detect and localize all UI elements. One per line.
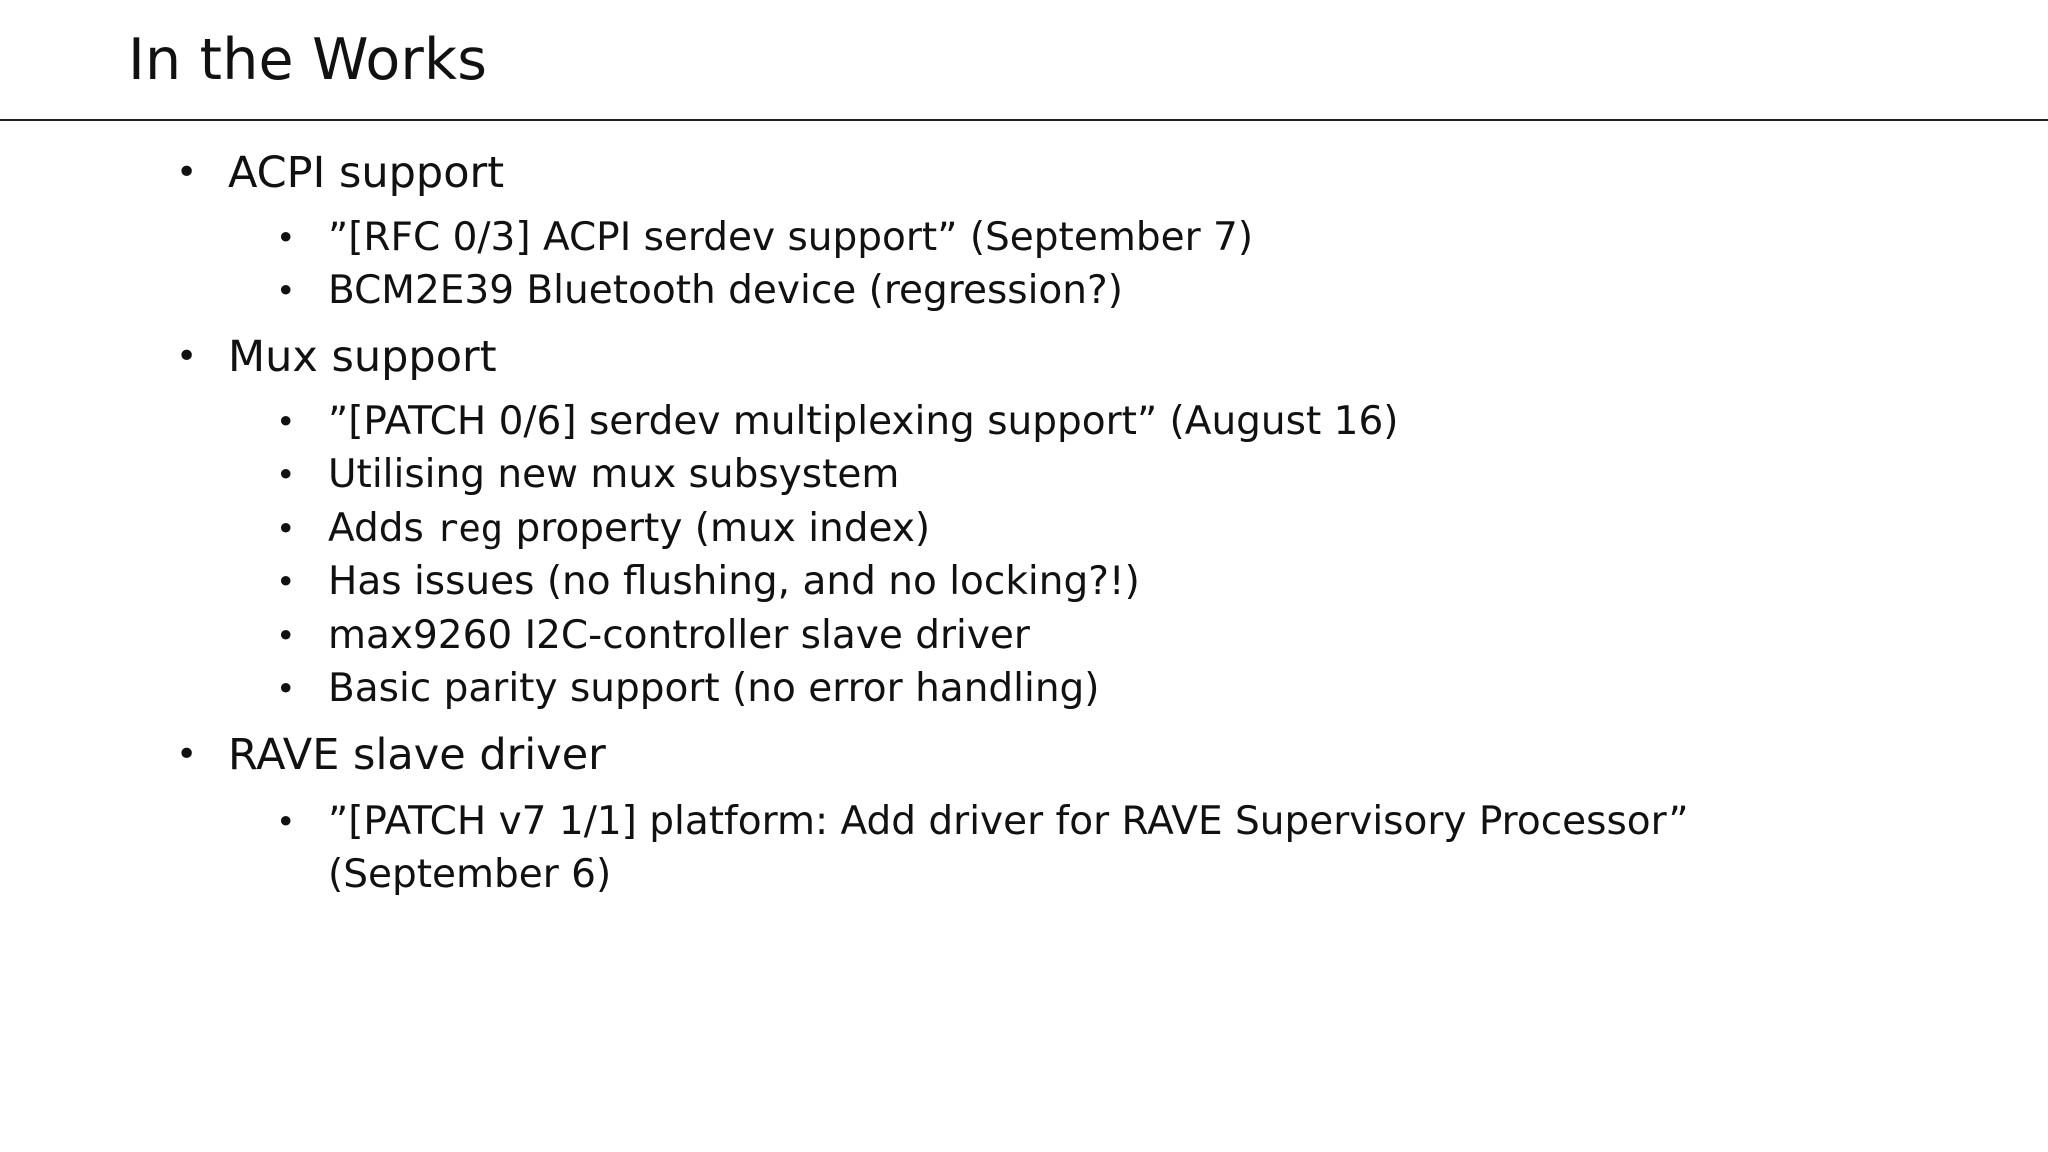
- bullet-icon: •: [276, 455, 296, 494]
- sub-item-text-line2: (September 6): [328, 852, 612, 897]
- title-divider: [0, 119, 2048, 121]
- bullet-icon: •: [276, 562, 296, 601]
- sub-item-text: ”[PATCH 0/6] serdev multiplexing support” (August 16): [328, 399, 1399, 444]
- sub-item-text: Basic parity support (no error handling): [328, 666, 1100, 711]
- bullet-icon: •: [276, 218, 296, 257]
- bullet-icon: •: [276, 669, 296, 708]
- sub-item-text-line1: ”[PATCH v7 1/1] platform: Add driver for RAVE Supervisory Processor”: [328, 799, 1689, 844]
- bullet-icon: •: [176, 734, 198, 775]
- sub-item-text: Has issues (no flushing, and no locking?!): [328, 559, 1140, 604]
- list-item-label: Mux support: [228, 332, 497, 382]
- slide-title: In the Works: [128, 27, 488, 93]
- bullet-icon: •: [176, 336, 198, 377]
- bullet-icon: •: [176, 152, 198, 193]
- bullet-icon: •: [276, 616, 296, 655]
- sub-item-text: ”[RFC 0/3] ACPI serdev support” (September 7): [328, 215, 1254, 260]
- sub-item-text: [328, 502, 930, 555]
- sub-item-text: max9260 I2C-controller slave driver: [328, 613, 1030, 658]
- code-reg: reg: [436, 507, 504, 550]
- bullet-icon: •: [276, 402, 296, 441]
- sub-item-text-pre: Adds: [328, 506, 437, 551]
- sub-item-text: Utilising new mux subsystem: [328, 452, 900, 497]
- bullet-icon: •: [276, 271, 296, 310]
- bullet-icon: •: [276, 802, 296, 841]
- sub-item-text: BCM2E39 Bluetooth device (regression?): [328, 268, 1123, 313]
- sub-item-text-post: property (mux index): [503, 506, 931, 551]
- list-item-label: RAVE slave driver: [228, 730, 606, 780]
- list-item-label: ACPI support: [228, 148, 505, 198]
- bullet-icon: •: [276, 509, 296, 548]
